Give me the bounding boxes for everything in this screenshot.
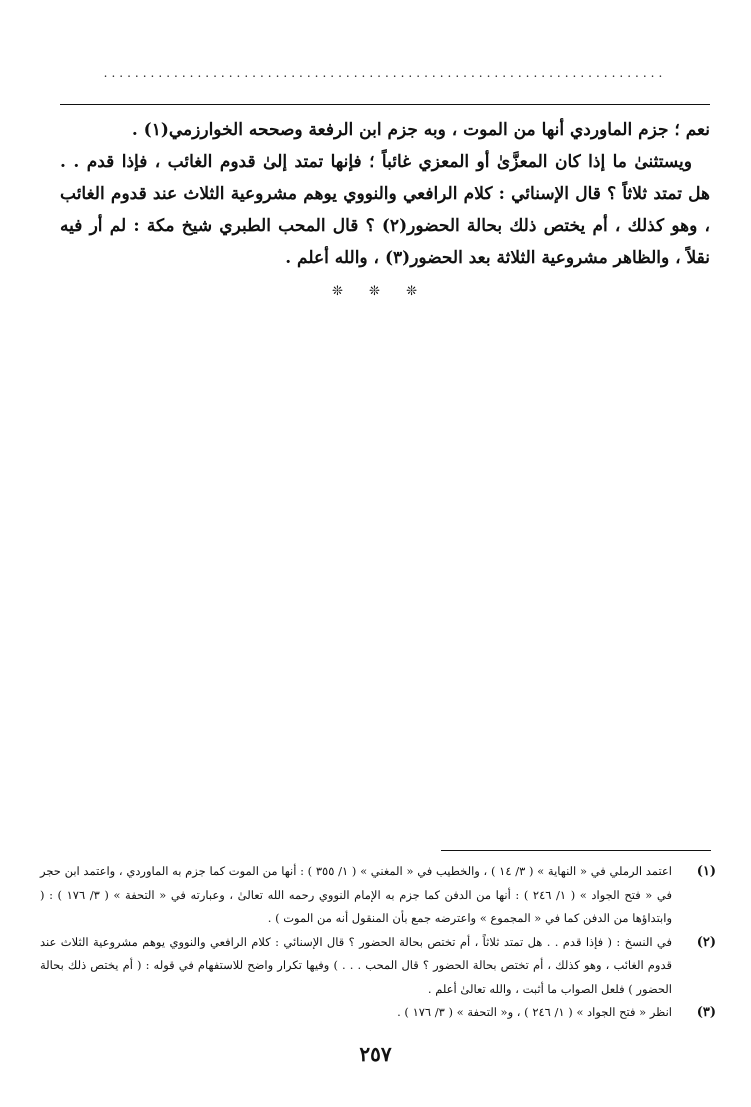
footnote-text: في النسخ : ( فإذا قدم . . هل تمتد ثلاثاً ، أم تختص بحالة الحضور ؟ قال الإسنائي : كلام الرافعي والنووي يوهم مشروعية الثلاث عند قدوم الغائب ، وهو كذلك ، أم تختص بحالة الحضور ؟ قال المحب . . . ) وفيها تكرار واضح للاستفهام في قوله : ( أم يختص ذلك بحالة الحضور ) فلعل الصواب ما أثبت ، والله تعالىٰ أعلم . — [40, 934, 672, 996]
main-text — [60, 114, 710, 274]
paragraph-1: نعم ؛ جزم الماوردي أنها من الموت ، وبه جزم ابن الرفعة وصححه الخوارزمي(١) . — [131, 120, 710, 140]
paragraph-2: ويستثنىٰ ما إذا كان المعزَّىٰ أو المعزي غائباً ؛ فإنها تمتد إلىٰ قدوم الغائب ، فإذا قدم . . هل تمتد ثلاثاً ؟ قال الإسنائي : كلام الرافعي والنووي يوهم مشروعية الثلاث عند قدوم الغائب ، وهو كذلك ، أم يختص ذلك بحالة الحضور(٢) ؟ قال المحب الطبري شيخ مكة : لم أر فيه نقلاً ، والظاهر مشروعية الثلاثة بعد الحضور(٣) ، والله أعلم . — [60, 152, 711, 268]
footnote-text: انظر « فتح الجواد » ( ١/ ٢٤٦ ) ، و« التحفة » ( ٣/ ١٧٦ ) . — [397, 1005, 672, 1019]
footnote-text: اعتمد الرملي في « النهاية » ( ٣/ ١٤ ) ، والخطيب في « المغني » ( ١/ ٣٥٥ ) : أنها من الموت كما جزم به الماوردي ، واعتمد ابن حجر في « فتح الجواد » ( ١/ ٢٤٦ ) : أنها من الدفن كما جزم به الإمام النووي رحمه الله تعالىٰ ، وعبارته في « التحفة » ( ٣/ ١٧٦ ) : ( وابتداؤها من الدفن كما في « المجموع » واعترضه جمع بأن المنقول أنه من الموت ) . — [40, 864, 672, 925]
footnote-rule — [441, 850, 711, 851]
section-separator: ❊ ❊ ❊ — [332, 284, 419, 299]
footnote-number: (٣) — [696, 1005, 716, 1020]
header-dotted-line: ........................................................................ — [103, 66, 667, 80]
footnotes — [40, 860, 716, 1025]
footnote-2 — [40, 931, 716, 1002]
header-rule — [60, 104, 710, 105]
footnote-1 — [40, 860, 716, 931]
footnote-number: (١) — [696, 864, 716, 879]
page-number: ٢٥٧ — [359, 1042, 392, 1066]
footnote-number: (٢) — [696, 934, 716, 950]
footnote-3 — [40, 1001, 716, 1025]
